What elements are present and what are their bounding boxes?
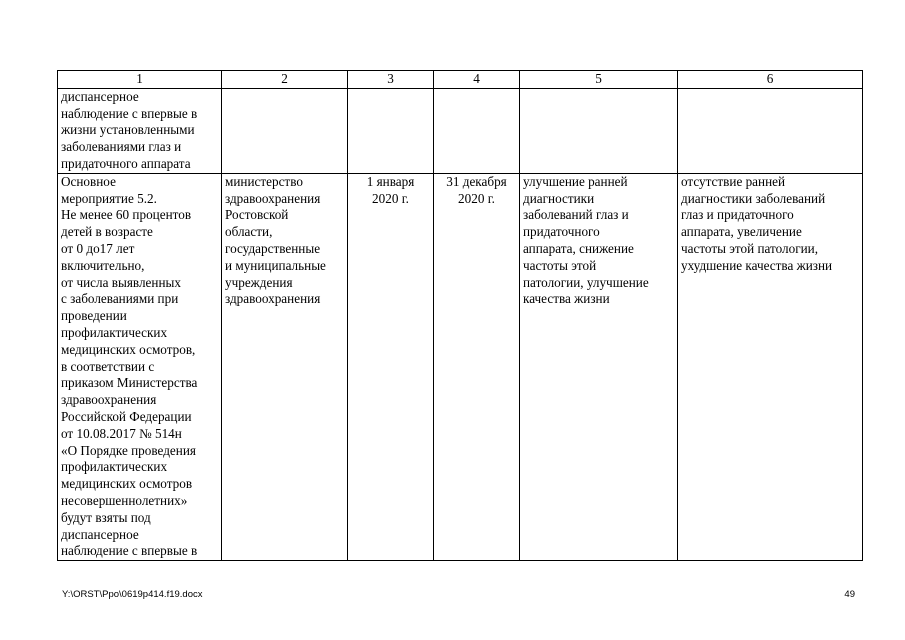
column-header: 3 bbox=[348, 71, 434, 89]
program-table bbox=[57, 70, 863, 561]
footer-file-path: Y:\ORST\Ppo\0619p414.f19.docx bbox=[62, 589, 203, 600]
column-header: 6 bbox=[678, 71, 863, 89]
table-cell: улучшение ранней диагностики заболеваний глаз и придаточного аппарата, снижение частоты этой патологии, улучшение качества жизни bbox=[520, 173, 678, 560]
table-cell: министерство здравоохранения Ростовской области, государственные и муниципальные учреждения здравоохранения bbox=[222, 173, 348, 560]
column-header: 2 bbox=[222, 71, 348, 89]
table-cell bbox=[222, 88, 348, 173]
table-cell bbox=[520, 88, 678, 173]
table-cell: 1 января 2020 г. bbox=[348, 173, 434, 560]
table-row bbox=[58, 88, 863, 173]
table-header-row bbox=[58, 71, 863, 89]
page-number: 49 bbox=[844, 589, 855, 600]
table-cell: отсутствие ранней диагностики заболеваний глаз и придаточного аппарата, увеличение частоты этой патологии, ухудшение качества жизни bbox=[678, 173, 863, 560]
column-header: 1 bbox=[58, 71, 222, 89]
table-cell bbox=[348, 88, 434, 173]
table-cell: 31 декабря 2020 г. bbox=[434, 173, 520, 560]
table-cell: Основное мероприятие 5.2. Не менее 60 процентов детей в возрасте от 0 до17 лет включительно, от числа выявленных с заболеваниями при проведении профилактических медицинских осмотров, в соответствии с приказом Министерства здравоохранения Российской Федерации от 10.08.2017 № 514н «О Порядке проведения профилактических медицинских осмотров несовершеннолетних» будут взяты под диспансерное наблюдение с впервые в bbox=[58, 173, 222, 560]
table-cell bbox=[678, 88, 863, 173]
table-row bbox=[58, 173, 863, 560]
column-header: 4 bbox=[434, 71, 520, 89]
table-cell: диспансерное наблюдение с впервые в жизни установленными заболеваниями глаз и придаточного аппарата bbox=[58, 88, 222, 173]
table-cell bbox=[434, 88, 520, 173]
column-header: 5 bbox=[520, 71, 678, 89]
